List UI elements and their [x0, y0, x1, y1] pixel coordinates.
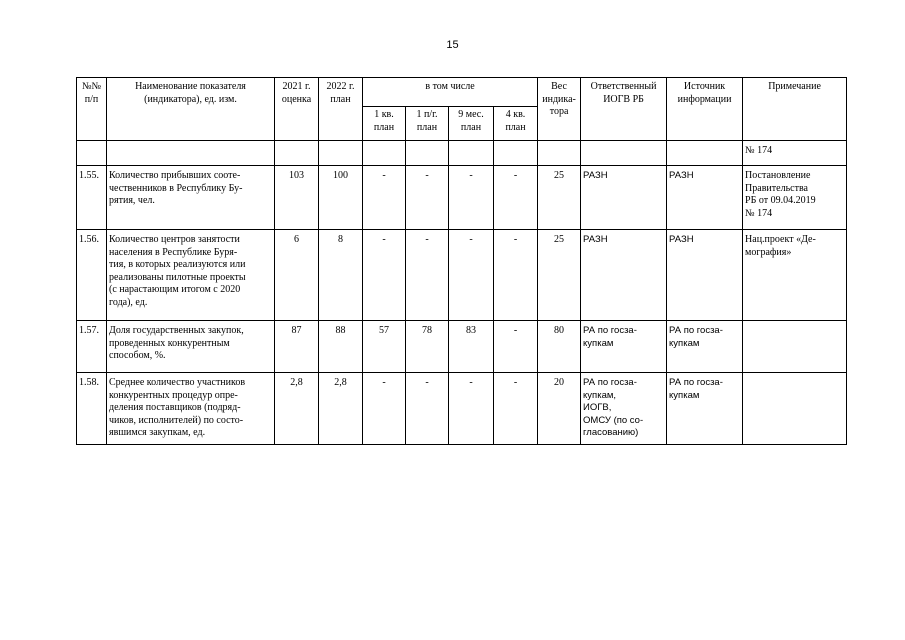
row-2021: 87: [275, 321, 319, 373]
page-number: 15: [446, 39, 459, 51]
row-q4: -: [494, 166, 538, 230]
row-name: Среднее количество участников конкурентных процедур опре- деления поставщиков (подряд- чиков, исполнителей) по состо- явшимся закупкам, ед.: [107, 373, 275, 445]
row-weight: 25: [538, 166, 581, 230]
row-source: РАЗН: [667, 166, 743, 230]
header-2021: 2021 г. оценка: [275, 78, 319, 141]
row-q4: -: [494, 321, 538, 373]
row-responsible: РАЗН: [581, 230, 667, 321]
row-q1: 57: [363, 321, 406, 373]
indicators-table: [76, 77, 847, 445]
row-name: Доля государственных закупок, проведенных конкурентным способом, %.: [107, 321, 275, 373]
header-source: Источник информации: [667, 78, 743, 141]
row-num: 1.56.: [77, 230, 107, 321]
table-header: [77, 78, 847, 141]
row-source: РА по госза- купкам: [667, 373, 743, 445]
header-q4: 4 кв. план: [494, 107, 538, 141]
row-weight: 25: [538, 230, 581, 321]
header-note: Примечание: [743, 78, 847, 141]
table-row: [77, 373, 847, 445]
table-row: [77, 230, 847, 321]
row-2021: 103: [275, 166, 319, 230]
row-num: 1.58.: [77, 373, 107, 445]
header-2022: 2022 г. план: [319, 78, 363, 141]
row-2022: 100: [319, 166, 363, 230]
row-name: Количество прибывших сооте- чественников в Республику Бу- рятия, чел.: [107, 166, 275, 230]
row-2021: 2,8: [275, 373, 319, 445]
row-2022: 88: [319, 321, 363, 373]
row-9m: -: [449, 166, 494, 230]
row-2022: 2,8: [319, 373, 363, 445]
row-h1: -: [406, 166, 449, 230]
row-note: [743, 321, 847, 373]
header-9m: 9 мес. план: [449, 107, 494, 141]
table-row: [77, 166, 847, 230]
table-row: [77, 321, 847, 373]
header-weight: Вес индика- тора: [538, 78, 581, 141]
row-responsible: РА по госза- купкам, ИОГВ, ОМСУ (по со- гласованию): [581, 373, 667, 445]
row-num: 1.57.: [77, 321, 107, 373]
row-q1: -: [363, 166, 406, 230]
row-num: 1.55.: [77, 166, 107, 230]
header-responsible: Ответственный ИОГВ РБ: [581, 78, 667, 141]
row-2022: 8: [319, 230, 363, 321]
row-9m: -: [449, 230, 494, 321]
header-num: №№ п/п: [77, 78, 107, 141]
header-including: в том числе: [363, 78, 538, 107]
header-name: Наименование показателя (индикатора), ед. изм.: [107, 78, 275, 141]
table-row-continuation: [77, 141, 847, 166]
row-responsible: РАЗН: [581, 166, 667, 230]
row-q1: -: [363, 230, 406, 321]
row-q1: -: [363, 373, 406, 445]
row-note: Постановление Правительства РБ от 09.04.2019 № 174: [743, 166, 847, 230]
row-weight: 80: [538, 321, 581, 373]
row-h1: 78: [406, 321, 449, 373]
row-h1: -: [406, 230, 449, 321]
row-q4: -: [494, 373, 538, 445]
row-note: [743, 373, 847, 445]
row-source: РАЗН: [667, 230, 743, 321]
row-9m: 83: [449, 321, 494, 373]
row-q4: -: [494, 230, 538, 321]
header-q1: 1 кв. план: [363, 107, 406, 141]
row-2021: 6: [275, 230, 319, 321]
header-h1: 1 п/г. план: [406, 107, 449, 141]
row-9m: -: [449, 373, 494, 445]
row-note: Нац.проект «Де- мография»: [743, 230, 847, 321]
row-source: РА по госза- купкам: [667, 321, 743, 373]
row-h1: -: [406, 373, 449, 445]
row-name: Количество центров занятости населения в Республике Буря- тия, в которых реализуются или реализованы пилотные проекты (с нарастающим итогом с 2020 года), ед.: [107, 230, 275, 321]
continuation-note: № 174: [743, 141, 847, 166]
row-weight: 20: [538, 373, 581, 445]
row-responsible: РА по госза- купкам: [581, 321, 667, 373]
